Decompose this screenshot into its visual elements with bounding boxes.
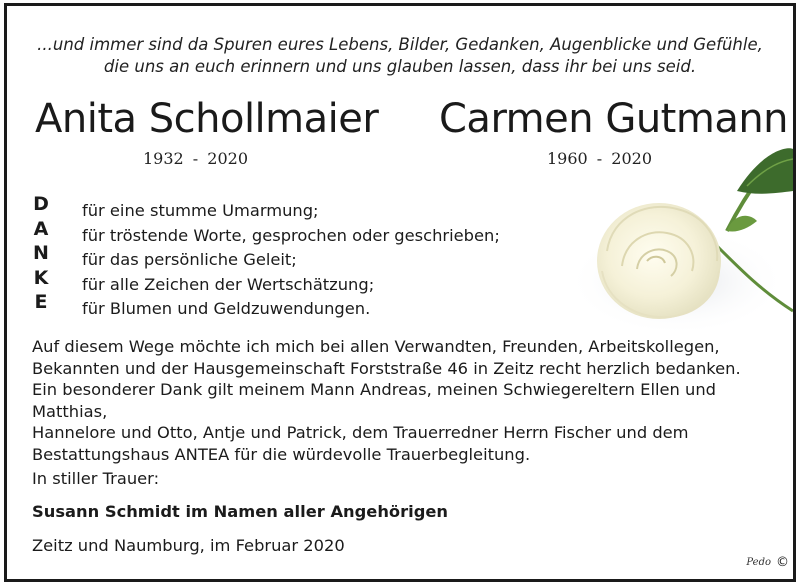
paragraph-line: Auf diesem Wege möchte ich mich bei allen Verwandten, Freunden, Arbeitskollegen, bbox=[32, 337, 720, 356]
artist-signature: Pedo bbox=[746, 557, 771, 568]
quote-line-2: die uns an euch erinnern und uns glauben lassen, dass ihr bei uns seid. bbox=[103, 57, 697, 76]
danke-letter: E bbox=[34, 291, 48, 313]
paragraph-line: Ein besonderer Dank gilt meinem Mann Andreas, meinen Schwiegereltern Ellen und Matthias, bbox=[32, 380, 716, 421]
deceased-dates-1: 1932 - 2020 bbox=[143, 149, 249, 168]
paragraph-line: Bestattungshaus ANTEA für die würdevolle Trauerbegleitung. bbox=[32, 444, 531, 464]
danke-acrostic bbox=[29, 192, 53, 315]
danke-letter: A bbox=[33, 217, 49, 240]
place-date: Zeitz und Naumburg, im Februar 2020 bbox=[32, 536, 345, 555]
danke-line: für alle Zeichen der Wertschätzung; bbox=[82, 274, 375, 294]
danke-line: für das persönliche Geleit; bbox=[82, 250, 297, 269]
danke-letter: D bbox=[33, 193, 49, 215]
danke-line: für Blumen und Geldzuwendungen. bbox=[82, 299, 371, 318]
mourning-intro: In stiller Trauer: bbox=[32, 469, 160, 488]
paragraph-line: Hannelore und Otto, Antje und Patrick, dem Trauerredner Herrn Fischer und dem bbox=[32, 423, 689, 442]
white-rose-image bbox=[567, 131, 793, 341]
special-thanks-paragraph bbox=[32, 379, 792, 465]
copyright-icon: © bbox=[776, 555, 789, 570]
paragraph-line: Bekannten und der Hausgemeinschaft Forststraße 46 in Zeitz recht herzlich bedanken. bbox=[32, 358, 741, 378]
danke-line: für eine stumme Umarmung; bbox=[82, 201, 319, 220]
quote bbox=[7, 34, 793, 78]
danke-line: für tröstende Worte, gesprochen oder geschrieben; bbox=[82, 225, 500, 245]
thanks-paragraph bbox=[32, 336, 792, 379]
signer-name: Susann Schmidt im Namen aller Angehörigen bbox=[32, 502, 449, 521]
deceased-name-2: Carmen Gutmann bbox=[439, 96, 789, 142]
danke-list bbox=[82, 199, 500, 322]
danke-letter: K bbox=[33, 266, 49, 289]
danke-letter: N bbox=[33, 242, 49, 264]
obituary-card bbox=[4, 3, 796, 582]
quote-line-1: ...und immer sind da Spuren eures Lebens, Bilder, Gedanken, Augenblicke und Gefühle, bbox=[37, 35, 763, 54]
deceased-dates-2: 1960 - 2020 bbox=[547, 149, 653, 168]
deceased-name-1: Anita Schollmaier bbox=[35, 96, 379, 142]
